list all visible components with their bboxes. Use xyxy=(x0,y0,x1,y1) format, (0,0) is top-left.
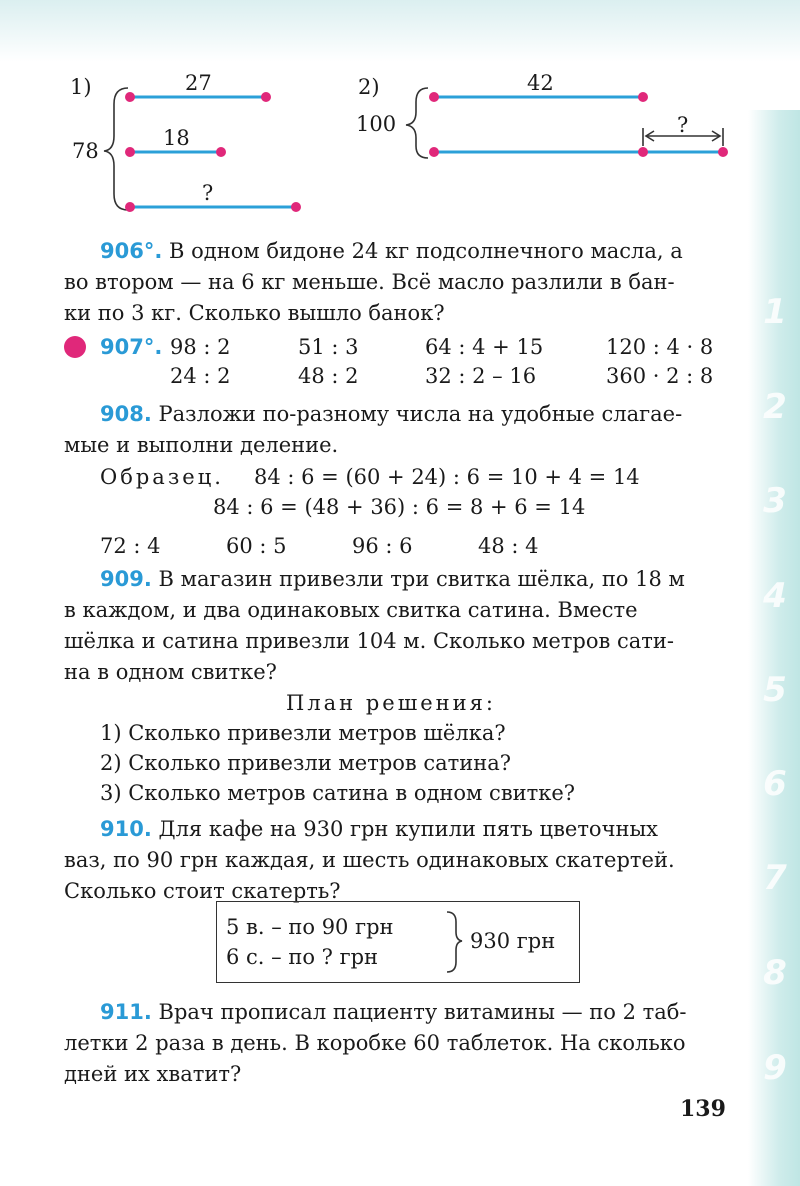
problem-911-line: 911. Врач прописал пациенту витамины — по 2 таб- xyxy=(100,1000,687,1024)
endpoint-dot xyxy=(125,202,135,212)
expression: 360 · 2 : 8 xyxy=(606,364,714,388)
chapter-tab[interactable]: 5 xyxy=(763,670,787,710)
brace-1 xyxy=(104,88,128,210)
plan-step: 3) Сколько метров сатина в одном свитке? xyxy=(100,781,576,805)
problem-910-line: Сколько стоит скатерть? xyxy=(64,879,341,903)
problem-908-line: мые и выполни деление. xyxy=(64,433,339,457)
sample-equation: 84 : 6 = (60 + 24) : 6 = 10 + 4 = 14 xyxy=(254,465,640,489)
chapter-tab[interactable]: 3 xyxy=(763,481,787,521)
endpoint-dot xyxy=(429,147,439,157)
diagram-2-label: 2) xyxy=(358,75,380,99)
diagram-1-label: 1) xyxy=(70,75,92,99)
note-row: 5 в. – по 90 грн xyxy=(226,915,394,939)
expression: 60 : 5 xyxy=(226,534,287,558)
diagram-1 xyxy=(104,88,128,210)
chapter-tab[interactable]: 6 xyxy=(763,764,787,804)
problem-910-line: ваз, по 90 грн каждая, и шесть одинаковых скатертей. xyxy=(64,848,675,872)
problem-909-line: шёлка и сатина привезли 104 м. Сколько метров сати- xyxy=(64,629,674,653)
expression: 32 : 2 – 16 xyxy=(425,364,537,388)
problem-909-line: в каждом, и два одинаковых свитка сатина. Вместе xyxy=(64,598,638,622)
expression: 48 : 4 xyxy=(478,534,539,558)
problem-910-line: 910. Для кафе на 930 грн купили пять цветочных xyxy=(100,817,659,841)
endpoint-dot xyxy=(638,92,648,102)
problem-909-line: на в одном свитке? xyxy=(64,660,277,684)
endpoint-dot xyxy=(291,202,301,212)
problem-906-line: ки по 3 кг. Сколько вышло банок? xyxy=(64,301,445,325)
problem-911-line: дней их хватит? xyxy=(64,1062,242,1086)
diagram-2-total: 100 xyxy=(356,112,397,136)
chapter-tab[interactable]: 8 xyxy=(763,953,787,993)
segment-label: 27 xyxy=(185,71,212,95)
problem-number: 907°. xyxy=(100,335,163,359)
endpoint-dot xyxy=(125,147,135,157)
chapter-tab[interactable]: 1 xyxy=(763,292,787,332)
endpoint-dot xyxy=(125,92,135,102)
note-total: 930 грн xyxy=(470,929,556,953)
expression: 120 : 4 · 8 xyxy=(606,335,714,359)
segment-label: 42 xyxy=(527,71,554,95)
chapter-tab[interactable]: 9 xyxy=(763,1048,787,1088)
plan-step: 1) Сколько привезли метров шёлка? xyxy=(100,721,506,745)
problem-906-line: во втором — на 6 кг меньше. Всё масло разлили в бан- xyxy=(64,270,675,294)
expression: 48 : 2 xyxy=(298,364,359,388)
problem-number: 911. xyxy=(100,1000,152,1024)
expression: 64 : 4 + 15 xyxy=(425,335,544,359)
diagram-1-total: 78 xyxy=(72,139,99,163)
expression: 96 : 6 xyxy=(352,534,413,558)
expression: 24 : 2 xyxy=(170,364,231,388)
chapter-tabs-band xyxy=(748,110,800,1186)
problem-number: 908. xyxy=(100,402,152,426)
problem-911-line: летки 2 раза в день. В коробке 60 таблеток. На сколько xyxy=(64,1031,686,1055)
problem-number: 910. xyxy=(100,817,152,841)
endpoint-dot xyxy=(261,92,271,102)
problem-908-line: 908. Разложи по-разному числа на удобные слагае- xyxy=(100,402,683,426)
chapter-tab[interactable]: 4 xyxy=(763,576,787,616)
expression: 72 : 4 xyxy=(100,534,161,558)
note-row: 6 с. – по ? грн xyxy=(226,945,379,969)
problem-number: 906°. xyxy=(100,239,163,263)
plan-step: 2) Сколько привезли метров сатина? xyxy=(100,751,512,775)
brace-2 xyxy=(406,88,428,158)
chapter-tab[interactable]: 2 xyxy=(763,387,787,427)
sample-equation: 84 : 6 = (48 + 36) : 6 = 8 + 6 = 14 xyxy=(213,495,586,519)
problem-906-line: 906°. В одном бидоне 24 кг подсолнечного масла, а xyxy=(100,239,683,263)
sample-label: Образец. xyxy=(100,465,224,489)
chapter-tab[interactable]: 7 xyxy=(763,858,787,898)
plan-title: План решения: xyxy=(286,691,496,715)
expression: 51 : 3 xyxy=(298,335,359,359)
endpoint-dot xyxy=(718,147,728,157)
problem-number: 909. xyxy=(100,567,152,591)
endpoint-dot xyxy=(638,147,648,157)
page-number: 139 xyxy=(680,1096,726,1122)
endpoint-dot xyxy=(216,147,226,157)
segment-label: ? xyxy=(202,181,214,205)
priority-bullet-icon xyxy=(64,336,86,358)
problem-909-line: 909. В магазин привезли три свитка шёлка, по 18 м xyxy=(100,567,685,591)
segment-label: 18 xyxy=(163,126,190,150)
expression: 98 : 2 xyxy=(170,335,231,359)
segment-label: ? xyxy=(677,113,689,137)
endpoint-dot xyxy=(429,92,439,102)
